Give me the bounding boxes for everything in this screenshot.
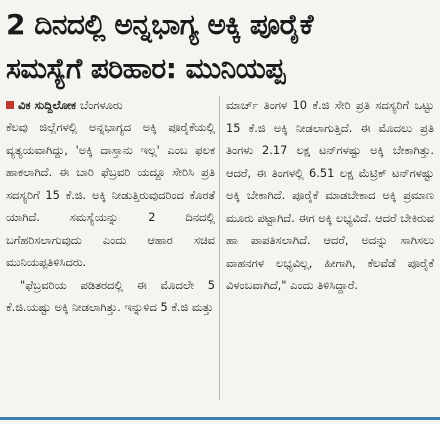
article-paragraph: ಮಾರ್ಚ್ ತಿಂಗಳ 10 ಕೆ.ಜಿ ಸೇರಿ ಪ್ರತಿ ಸದಸ್ಯರಿಗೆ ಒಟ್ಟು 15 ಕೆ.ಜಿ ಅಕ್ಕಿ ನೀಡಲಾಗುತ್ತಿದೆ. ಈ ಮೊದಲು ಪ್ರತಿ ತಿಂಗಳು 2.17 ಲಕ್ಷ ಟನ್‌ಗಳಷ್ಟು ಅಕ್ಕಿ ಬೇಕಾಗಿತ್ತು. ಆದರೆ, ಈ ತಿಂಗಳಲ್ಲಿ 6.51 ಲಕ್ಷ ಮೆಟ್ರಿಕ್ ಟನ್‌ಗಳಷ್ಟು ಅಕ್ಕಿ ಬೇಕಾಗಿದೆ. ಪೂರೈಕೆ ಮಾಡಬೇಕಾದ ಅಕ್ಕಿ ಪ್ರಮಾಣ ಮೂರು ಪಟ್ಟಾಗಿದೆ. ಈಗ ಅಕ್ಕಿ ಲಭ್ಯವಿದೆ. ಆದರೆ ಬೇಕಿರುವ ಹಾ ಪಾಪತಿಸಲಾಗಿದೆ. ಆದರೆ, ಅದನ್ನು ಸಾಗಿಸಲು ವಾಹನಗಳ ಲಭ್ಯವಿಲ್ಲ, ಹೀಗಾಗಿ, ಕೆಲವೆಡೆ ಪೂರೈಕೆ ವಿಳಂಬವಾಗಿದೆ," ಎಂದು ತಿಳಿಸಿದ್ದಾರೆ.: [226, 98, 434, 292]
headline-line-2: ಸಮಸ್ಯೆಗೆ ಪರಿಹಾರ: ಮುನಿಯಪ್ಪ: [6, 52, 285, 85]
right-column: [226, 94, 434, 297]
article-body: [6, 94, 434, 410]
article-paragraph: "ಫೆಬ್ರವರಿಯ ಪಡಿತರದಲ್ಲಿ ಈ ಮೊದಲೇ 5 ಕೆ.ಜಿ.ಯಷ್ಟು ಅಕ್ಕಿ ನೀಡಲಾಗಿತ್ತು. ಇನ್ನುಳಿದ 5 ಕೆ.ಜಿ ಮತ್ತು: [6, 277, 215, 314]
article-paragraph: ಕೆಲವು ಜಿಲ್ಲೆಗಳಲ್ಲಿ ಅನ್ನಭಾಗ್ಯದ ಅಕ್ಕಿ ಪೂರೈಕೆಯಲ್ಲಿ ವ್ಯತ್ಯಯವಾಗಿದ್ದು, 'ಅಕ್ಕಿ ದಾಸ್ತಾನು ಇಲ್ಲ' ಎಂಬ ಫಲಕ ಹಾಕಲಾಗಿದೆ. ಈ ಬಾರಿ ಫೆಬ್ರವರಿ ಯದ್ದೂ ಸೇರಿಸಿ ಪ್ರತಿ ಸದಸ್ಯರಿಗೆ 15 ಕೆ.ಜಿ. ಅಕ್ಕಿ ನೀಡುತ್ತಿರುವುದರಿಂದ ಕೊರತೆ ಯಾಗಿದೆ. ಸಮಸ್ಯೆಯನ್ನು 2 ದಿನದಲ್ಲಿ ಬಗೆಹರಿಸಲಾಗುವುದು ಎಂದು ಆಹಾರ ಸಚಿವ ಮುನಿಯಪ್ಪತಿಳಿಸಿದರು.: [6, 120, 215, 269]
bottom-rule: [0, 417, 440, 420]
dateline-marker-icon: [6, 101, 14, 109]
dateline-source: ವಿಕ ಸುದ್ದಿಲೋಕ: [18, 97, 77, 112]
dateline: [6, 94, 215, 116]
column-divider: [219, 96, 220, 400]
left-column: [6, 94, 215, 319]
headline-line-1: 2 ದಿನದಲ್ಲಿ ಅನ್ನಭಾಗ್ಯ ಅಕ್ಕಿ ಪೂರೈಕೆ: [6, 8, 313, 41]
dateline-place: ಬೆಂಗಳೂರು: [80, 97, 123, 112]
